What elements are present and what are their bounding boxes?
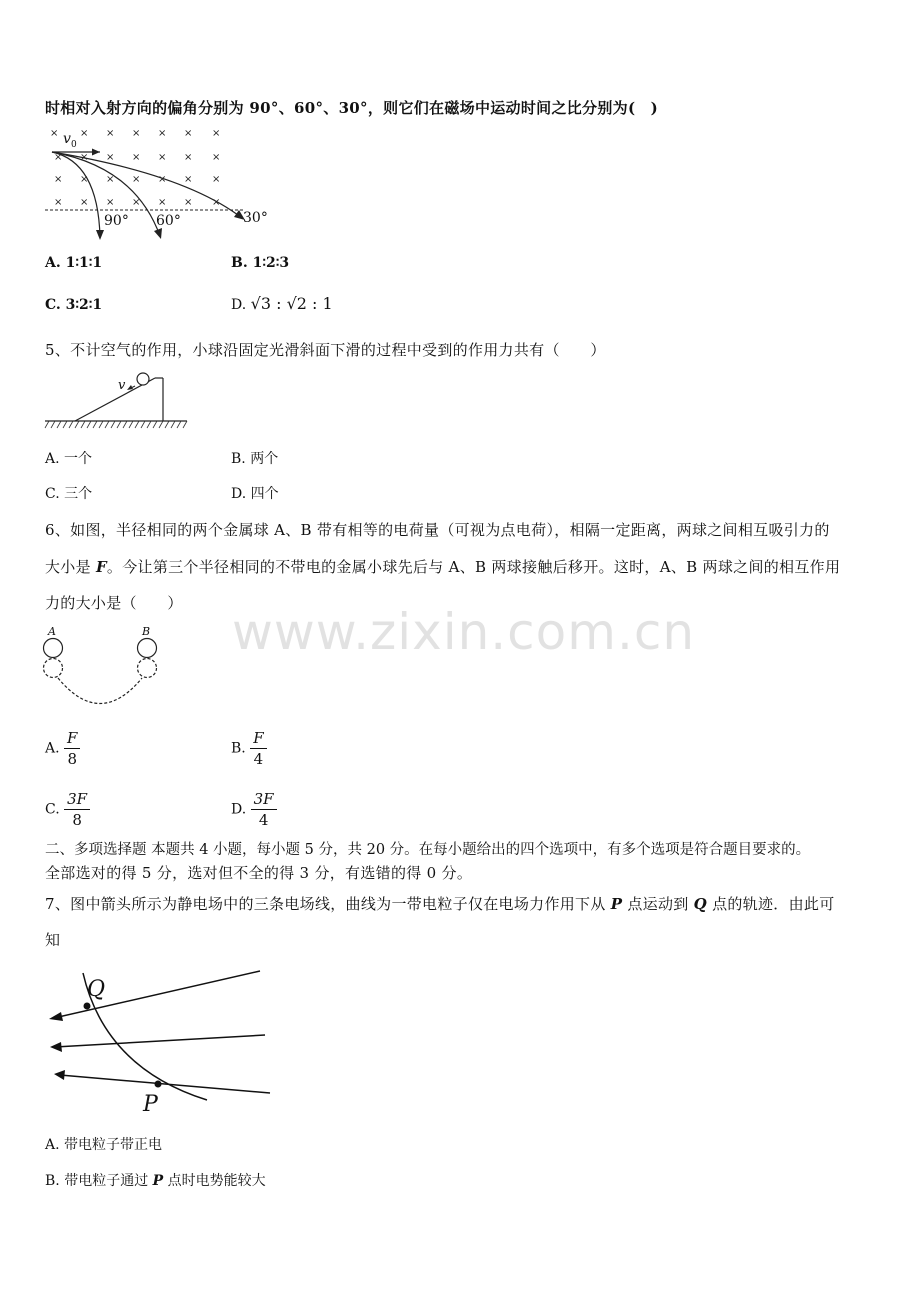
- q5-option-a[interactable]: A. 一个: [45, 451, 93, 467]
- q6-option-a-fraction: [64, 729, 80, 768]
- v0-subscript: 0: [71, 140, 77, 150]
- fraction-numerator: 3F: [64, 790, 90, 810]
- svg-text:×: ×: [212, 128, 221, 139]
- section2-instructions-line1: 二、多项选择题 本题共 4 小题，每小题 5 分，共 20 分。在每小题给出的四个选项中，有多个选项是符合题目要求的。: [45, 842, 811, 858]
- svg-text:×: ×: [132, 197, 141, 208]
- svg-text:×: ×: [80, 197, 89, 208]
- q4-option-b[interactable]: B. 1∶2∶3: [231, 255, 290, 271]
- sphere-b: [138, 639, 157, 658]
- q7-stem-post: 点的轨迹．由此可: [707, 895, 835, 913]
- field-line-bottom: [60, 1075, 270, 1093]
- q4-option-c[interactable]: C. 3∶2∶1: [45, 297, 103, 313]
- svg-text:×: ×: [80, 174, 89, 185]
- q6-option-a-prefix: A.: [45, 740, 60, 757]
- ball: [137, 373, 149, 385]
- sphere-b-label: B: [142, 625, 151, 638]
- q6-option-b-fraction: [250, 729, 266, 768]
- q6-option-c-prefix: C.: [45, 801, 60, 818]
- q7-stem-line2: 知: [45, 931, 61, 949]
- q6-force-variable: F: [95, 558, 107, 576]
- fraction-numerator: F: [64, 729, 80, 749]
- svg-text:×: ×: [158, 128, 167, 139]
- q6-spheres-figure: [38, 624, 163, 714]
- svg-text:×: ×: [50, 128, 59, 139]
- q5-option-c[interactable]: C. 三个: [45, 486, 93, 502]
- angle-60-label: 60°: [156, 213, 181, 229]
- point-p-dot: [155, 1081, 162, 1088]
- q7-point-p: P: [610, 895, 623, 913]
- q5-v-label: v: [118, 378, 126, 393]
- svg-text:×: ×: [158, 197, 167, 208]
- svg-text:×: ×: [132, 174, 141, 185]
- svg-text:×: ×: [54, 152, 63, 163]
- svg-text:×: ×: [132, 152, 141, 163]
- q7-label-p: P: [143, 1092, 158, 1117]
- q6-option-d[interactable]: [231, 790, 277, 829]
- svg-text:×: ×: [106, 152, 115, 163]
- q4-option-d-prefix: D.: [231, 297, 247, 313]
- q4-option-d-expr: √3 : √2 : 1: [250, 294, 333, 313]
- q4-option-d[interactable]: [231, 294, 333, 313]
- section2-instructions-line2: 全部选对的得 5 分，选对但不全的得 3 分，有选错的得 0 分。: [45, 864, 473, 882]
- fraction-denominator: 4: [258, 811, 269, 829]
- q6-stem-line2: [45, 556, 840, 577]
- q7-option-b-var: P: [152, 1173, 164, 1189]
- q6-option-b[interactable]: [231, 729, 267, 768]
- sphere-a-label: A: [48, 625, 56, 638]
- angle-30-label: 30°: [243, 210, 268, 226]
- q7-option-b-pre: B. 带电粒子通过: [45, 1173, 153, 1189]
- fraction-denominator: 8: [72, 811, 82, 829]
- svg-text:×: ×: [212, 152, 221, 163]
- svg-text:×: ×: [106, 197, 115, 208]
- fraction-denominator: 4: [253, 750, 264, 768]
- q7-label-q: Q: [87, 977, 106, 1002]
- q7-stem-pre: 7、图中箭头所示为静电场中的三条电场线，曲线为一带电粒子仅在电场力作用下从: [45, 895, 611, 913]
- q5-stem: 5、不计空气的作用，小球沿固定光滑斜面下滑的过程中受到的作用力共有（ ）: [45, 341, 606, 359]
- svg-text:×: ×: [184, 128, 193, 139]
- svg-text:×: ×: [80, 128, 89, 139]
- q5-option-d[interactable]: D. 四个: [231, 486, 279, 502]
- sphere-a: [44, 639, 63, 658]
- watermark: www.zixin.com.cn: [232, 603, 696, 661]
- svg-text:×: ×: [132, 128, 141, 139]
- svg-text:×: ×: [184, 152, 193, 163]
- field-line-bottom-arrowhead: [54, 1070, 65, 1080]
- svg-text:×: ×: [80, 152, 89, 163]
- v0-label: v: [63, 131, 71, 147]
- svg-text:×: ×: [212, 197, 221, 208]
- angle-90-label: 90°: [104, 213, 129, 229]
- q7-option-a[interactable]: A. 带电粒子带正电: [45, 1137, 163, 1153]
- q4-magnetic-field-figure: [40, 122, 280, 247]
- svg-text:×: ×: [158, 174, 167, 185]
- q6-option-d-prefix: D.: [231, 801, 247, 818]
- v0-arrowhead: [92, 149, 100, 156]
- q6-stem-line3: 力的大小是（ ）: [45, 594, 183, 612]
- fraction-denominator: 8: [67, 750, 77, 768]
- svg-text:×: ×: [106, 174, 115, 185]
- svg-text:×: ×: [184, 174, 193, 185]
- field-line-middle: [55, 1035, 265, 1047]
- svg-text:×: ×: [184, 197, 193, 208]
- transfer-path: [58, 678, 142, 704]
- ground-hatching: [45, 421, 187, 428]
- q5-incline-figure: [45, 368, 190, 433]
- svg-text:×: ×: [54, 197, 63, 208]
- velocity-arrowhead: [127, 385, 133, 390]
- q4-stem: 时相对入射方向的偏角分别为 90°、60°、30°，则它们在磁场中运动时间之比分别为( ): [45, 99, 659, 117]
- point-q-dot: [84, 1003, 91, 1010]
- q6-option-a[interactable]: [45, 729, 80, 768]
- q5-option-b[interactable]: B. 两个: [231, 451, 279, 467]
- svg-text:×: ×: [212, 174, 221, 185]
- q7-stem-line1: [45, 893, 835, 914]
- q7-point-q: Q: [693, 895, 708, 913]
- q7-field-lines-figure: [45, 963, 280, 1118]
- arrowhead-60: [154, 228, 162, 239]
- q7-option-b-post: 点时电势能较大: [163, 1173, 266, 1189]
- q6-option-c-fraction: [64, 790, 90, 829]
- q6-option-c[interactable]: [45, 790, 90, 829]
- q7-option-b[interactable]: [45, 1170, 266, 1190]
- q6-stem-line2-post: 。今让第三个半径相同的不带电的金属小球先后与 A、B 两球接触后移开。这时，A、B 两球之间的相互作用: [106, 558, 841, 576]
- fraction-numerator: F: [250, 729, 266, 749]
- q6-stem-line2-pre: 大小是: [45, 558, 96, 576]
- svg-text:×: ×: [54, 174, 63, 185]
- field-line-top-arrowhead: [49, 1012, 63, 1021]
- q6-option-d-fraction: [251, 790, 277, 829]
- q6-option-b-prefix: B.: [231, 740, 246, 757]
- svg-text:×: ×: [158, 152, 167, 163]
- q6-stem-line1: 6、如图，半径相同的两个金属球 A、B 带有相等的电荷量（可视为点电荷），相隔一定距离，两球之间相互吸引力的: [45, 521, 830, 539]
- field-line-middle-arrowhead: [50, 1042, 62, 1052]
- sphere-a-ghost: [44, 659, 63, 678]
- svg-text:×: ×: [106, 128, 115, 139]
- arrowhead-90: [96, 230, 104, 240]
- q7-stem-mid: 点运动到: [622, 895, 694, 913]
- q4-option-a[interactable]: A. 1∶1∶1: [45, 255, 103, 271]
- sphere-b-ghost: [138, 659, 157, 678]
- fraction-numerator: 3F: [251, 790, 277, 810]
